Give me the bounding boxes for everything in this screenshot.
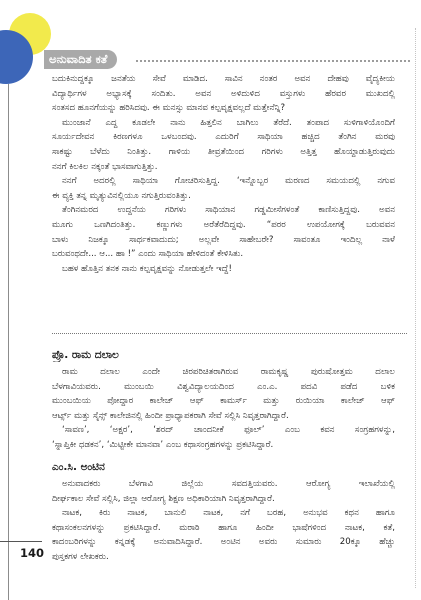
page-number: 140	[20, 546, 45, 560]
text-line: ಆರ್ಟ್ಸ್ ಮತ್ತು ಸೈನ್ಸ್ ಕಾಲೇಜಿನಲ್ಲಿ ಹಿಂದೀ ಪ್ರಾಧ್ಯಾಪಕರಾಗಿ ಸೇವೆ ಸಲ್ಲಿಸಿ ನಿವೃತ್ತರಾಗಿದ್ದಾರೆ.	[52, 410, 289, 421]
paragraph	[52, 203, 395, 261]
paragraph	[52, 423, 395, 452]
paragraph	[52, 477, 395, 506]
text-line: ಅನುವಾದಕರು ಬೆಳಗಾವಿ ಜಿಲ್ಲೆಯ ಸವದತ್ತಿಯವರು. ಆರೋಗ್ಯ ಇಲಾಖೆಯಲ್ಲಿ	[62, 479, 395, 489]
translator-bio-text	[52, 477, 395, 565]
story-text	[52, 72, 395, 276]
text-line: ನಾಟಕ, ಕಿರು ನಾಟಕ, ಬಾನುಲಿ ನಾಟಕ, ನಗೆ ಬರಹ, ಅನುಭವ ಕಥನ ಹಾಗೂ	[62, 508, 395, 519]
text-line: ಕಥಾಸಂಕಲನಗಳನ್ನು ಪ್ರಕಟಿಸಿದ್ದಾರೆ. ಮರಾಠಿ ಹಾಗೂ ಹಿಂದೀ ಭಾಷೆಗಳಿಂದ ನಾಟಕ, ಕತೆ,	[52, 522, 395, 533]
text-line: ರಾಮ ದಲಾಲ ಎಂದೇ ಚಿರಪರಿಚಿತರಾಗಿರುವ ರಾಮಕೃಷ್ಣ ಪುರುಷೋತ್ತಮ ದಲಾಲ	[62, 367, 395, 377]
text-line: ಪುಸ್ತಕಗಳ ಲೇಖಕರು.	[52, 551, 109, 562]
text-line: ‘ಸ್ನಾಪ್ತಿಕೀ ಧಡಕನ’, ‘ಮಿಟ್ಟೀಕೇ ಮಾನವಾ’ ಎಂಬ ಕಥಾಸಂಗ್ರಹಗಳನ್ನು ಪ್ರಕಟಿಸಿದ್ದಾರೆ.	[52, 439, 274, 450]
text-line: ವಿದ್ಯಾರ್ಥಿಗಳ ಅಭ್ಯಾಸಕ್ಕೆ ಸಂದಿತು. ಅವನ ಅಳಿದುಳಿದ ವಸ್ತುಗಳು ಹೆರವರ ಮುಖದಲ್ಲಿ	[52, 88, 395, 99]
paragraph	[52, 262, 395, 277]
text-line: ಬರುವಂಥದೇ... ಆ... ಹಾ !” ಎಂದು ಸಾಥಿಯಾ ಹೇಳಿದಂತೆ ಕೇಳಿಸಿತು.	[52, 249, 244, 260]
paragraph	[52, 506, 395, 564]
header-dotted-rule	[136, 60, 410, 62]
text-line: ಈ ವ್ಯಕ್ತಿ ತನ್ನ ಮೃತ್ಯುವಿನಲ್ಲಿಯೂ ನಗುತ್ತಿರುವಂತಿತ್ತು.	[52, 190, 191, 201]
paragraph	[52, 116, 395, 174]
text-line: ಮೂಗು ಒಣಗಿದಂತಿತ್ತು. ಕಣ್ಣುಗಳು ಅರೆತೆರೆದಿದ್ದವು. “ಪರರ ಉಪಯೋಗಕ್ಕೆ ಬರುವವನ	[52, 219, 395, 230]
section-header-band	[44, 50, 117, 69]
section-separator	[52, 333, 407, 334]
translator-bio	[52, 460, 395, 565]
decorative-circles	[0, 0, 60, 90]
text-line: ತೆಂಗಿನಮರದ ಉದ್ದನೆಯ ಗರಿಗಳು ಸಾಥಿಯಾನ ಗಡ್ಡಮೀಸೆಗಳಂತೆ ಕಾಣಿಸುತ್ತಿದ್ದವು. ಅವನ	[62, 205, 395, 216]
text-line: ಕಾದಂಬರಿಗಳನ್ನು ಕನ್ನಡಕ್ಕೆ ಅನುವಾದಿಸಿದ್ದಾರೆ. ಅಂಟಿನ ಅವರು ಸುಮಾರು 20ಕ್ಕೂ ಹೆಚ್ಚು	[52, 537, 395, 548]
text-line: ಬಾಳು ನಿಜಕ್ಕೂ ಸಾರ್ಥಕವಾದುದು; ಅಲ್ಲವೇ ಸಾಹೇಬರೇ? ಸಾವಂತೂ ಇಂದಿಲ್ಲ ನಾಳೆ	[52, 234, 395, 245]
author-bio-text	[52, 365, 395, 453]
text-line: ನನಗೆ ಕಿಲಕಿಲ ನಕ್ಕಂತೆ ಭಾಸವಾಗುತ್ತಿತ್ತು.	[52, 161, 158, 172]
text-line: ಸಾಕಷ್ಟು ಬೆಳೆದು ನಿಂತಿತ್ತು. ಗಾಳಿಯ ತೀವ್ರತೆಯಿಂದ ಗರಿಗಳು ಅತ್ತಿತ್ತ ಹೊಯ್ದಾಡುತ್ತಿರುವುದು	[52, 146, 395, 157]
text-line: ‘ಸಾವಣ’, ‘ಅಕ್ಷರ’, ‘ಶರದ್ ಚಾಂದನೀಕೆ ಫೂಲ್’ ಎಂಬ ಕವನ ಸಂಗ್ರಹಗಳನ್ನು,	[62, 425, 395, 436]
text-line: ದೀರ್ಘಕಾಲ ಸೇವೆ ಸಲ್ಲಿಸಿ, ಜಿಲ್ಲಾ ಆರೋಗ್ಯ ಶಿಕ್ಷಣ ಅಧಿಕಾರಿಯಾಗಿ ನಿವೃತ್ತರಾಗಿದ್ದಾರೆ.	[52, 493, 275, 504]
author-name: ಪ್ರೊ. ರಾಮ ದಲಾಲ	[52, 349, 119, 361]
paragraph	[52, 365, 395, 423]
section-title: ಅನುವಾದಿತ ಕತೆ	[49, 52, 108, 66]
text-line: ಬದುಕಿನುದ್ದಕ್ಕೂ ಜನತೆಯ ಸೇವೆ ಮಾಡಿದ. ಸಾವಿನ ನಂತರ ಅವನ ದೇಹವು ವೈದ್ಯಕೀಯ	[52, 74, 395, 84]
text-line: ಮುಂಬಯಿಯ ಪೋದ್ದಾರ ಕಾಲೇಜ್ ಆಫ್ ಕಾಮರ್ಸ್ ಮತ್ತು ರುಯಿಯಾ ಕಾಲೇಜ್ ಆಫ್	[52, 396, 395, 407]
text-line: ಸೂರ್ಯದೇವನ ಕಿರಣಗಳೂ ಒಳಬಂದವು. ಎದುರಿಗೆ ಸಾಥಿಯಾ ಹಚ್ಚಿದ ತೆಂಗಿನ ಮರವು	[52, 132, 395, 143]
paragraph	[52, 72, 395, 116]
translator-name: ಎಂ.ಸಿ. ಅಂಟಿನ	[52, 461, 105, 473]
text-line: ನನಗೆ ಅದರಲ್ಲಿ ಸಾಥಿಯಾ ಗೋಚರಿಸುತ್ತಿದ್ದ. ‘ಇನ್ನೊಬ್ಬರ ಮರಣದ ಸಮಯದಲ್ಲಿ ನಗುವ	[62, 176, 395, 187]
author-bio	[52, 348, 395, 453]
paragraph	[52, 174, 395, 203]
page-number-rule	[0, 541, 42, 542]
text-line: ಮುಂಜಾನೆ ಎದ್ದ ಕೂಡಲೇ ನಾನು ಹಿತ್ತಲಿನ ಬಾಗಿಲು ತೆರೆದೆ. ತಂಪಾದ ಸುಳಿಗಾಳಿಯೊಂದಿಗೆ	[62, 117, 395, 128]
text-line: ಬೆಳಗಾವಿಯವರು. ಮುಂಬಯಿ ವಿಶ್ವವಿದ್ಯಾಲಯದಿಂದ ಎಂ.ಎ. ಪದವಿ ಪಡೆದ ಬಳಿಕ	[52, 381, 395, 392]
text-line: ಸಂತಸದ ಹೂನಗೆಯನ್ನು ಹರಿಸಿದವು. ಈ ಮನಸ್ಸು ಮಾನವ ಕಲ್ಪವೃಕ್ಷವಲ್ಲದೆ ಮತ್ತೇನೆನ್ನಿ?	[52, 103, 286, 114]
left-margin-rule	[8, 84, 9, 600]
right-margin-dotted-rule	[415, 28, 416, 588]
text-line: ಬಹಳ ಹೊತ್ತಿನ ತನಕ ನಾನು ಕಲ್ಪವೃಕ್ಷವನ್ನು ನೋಡುತ್ತಲೇ ಇದ್ದೆ!	[62, 263, 232, 274]
